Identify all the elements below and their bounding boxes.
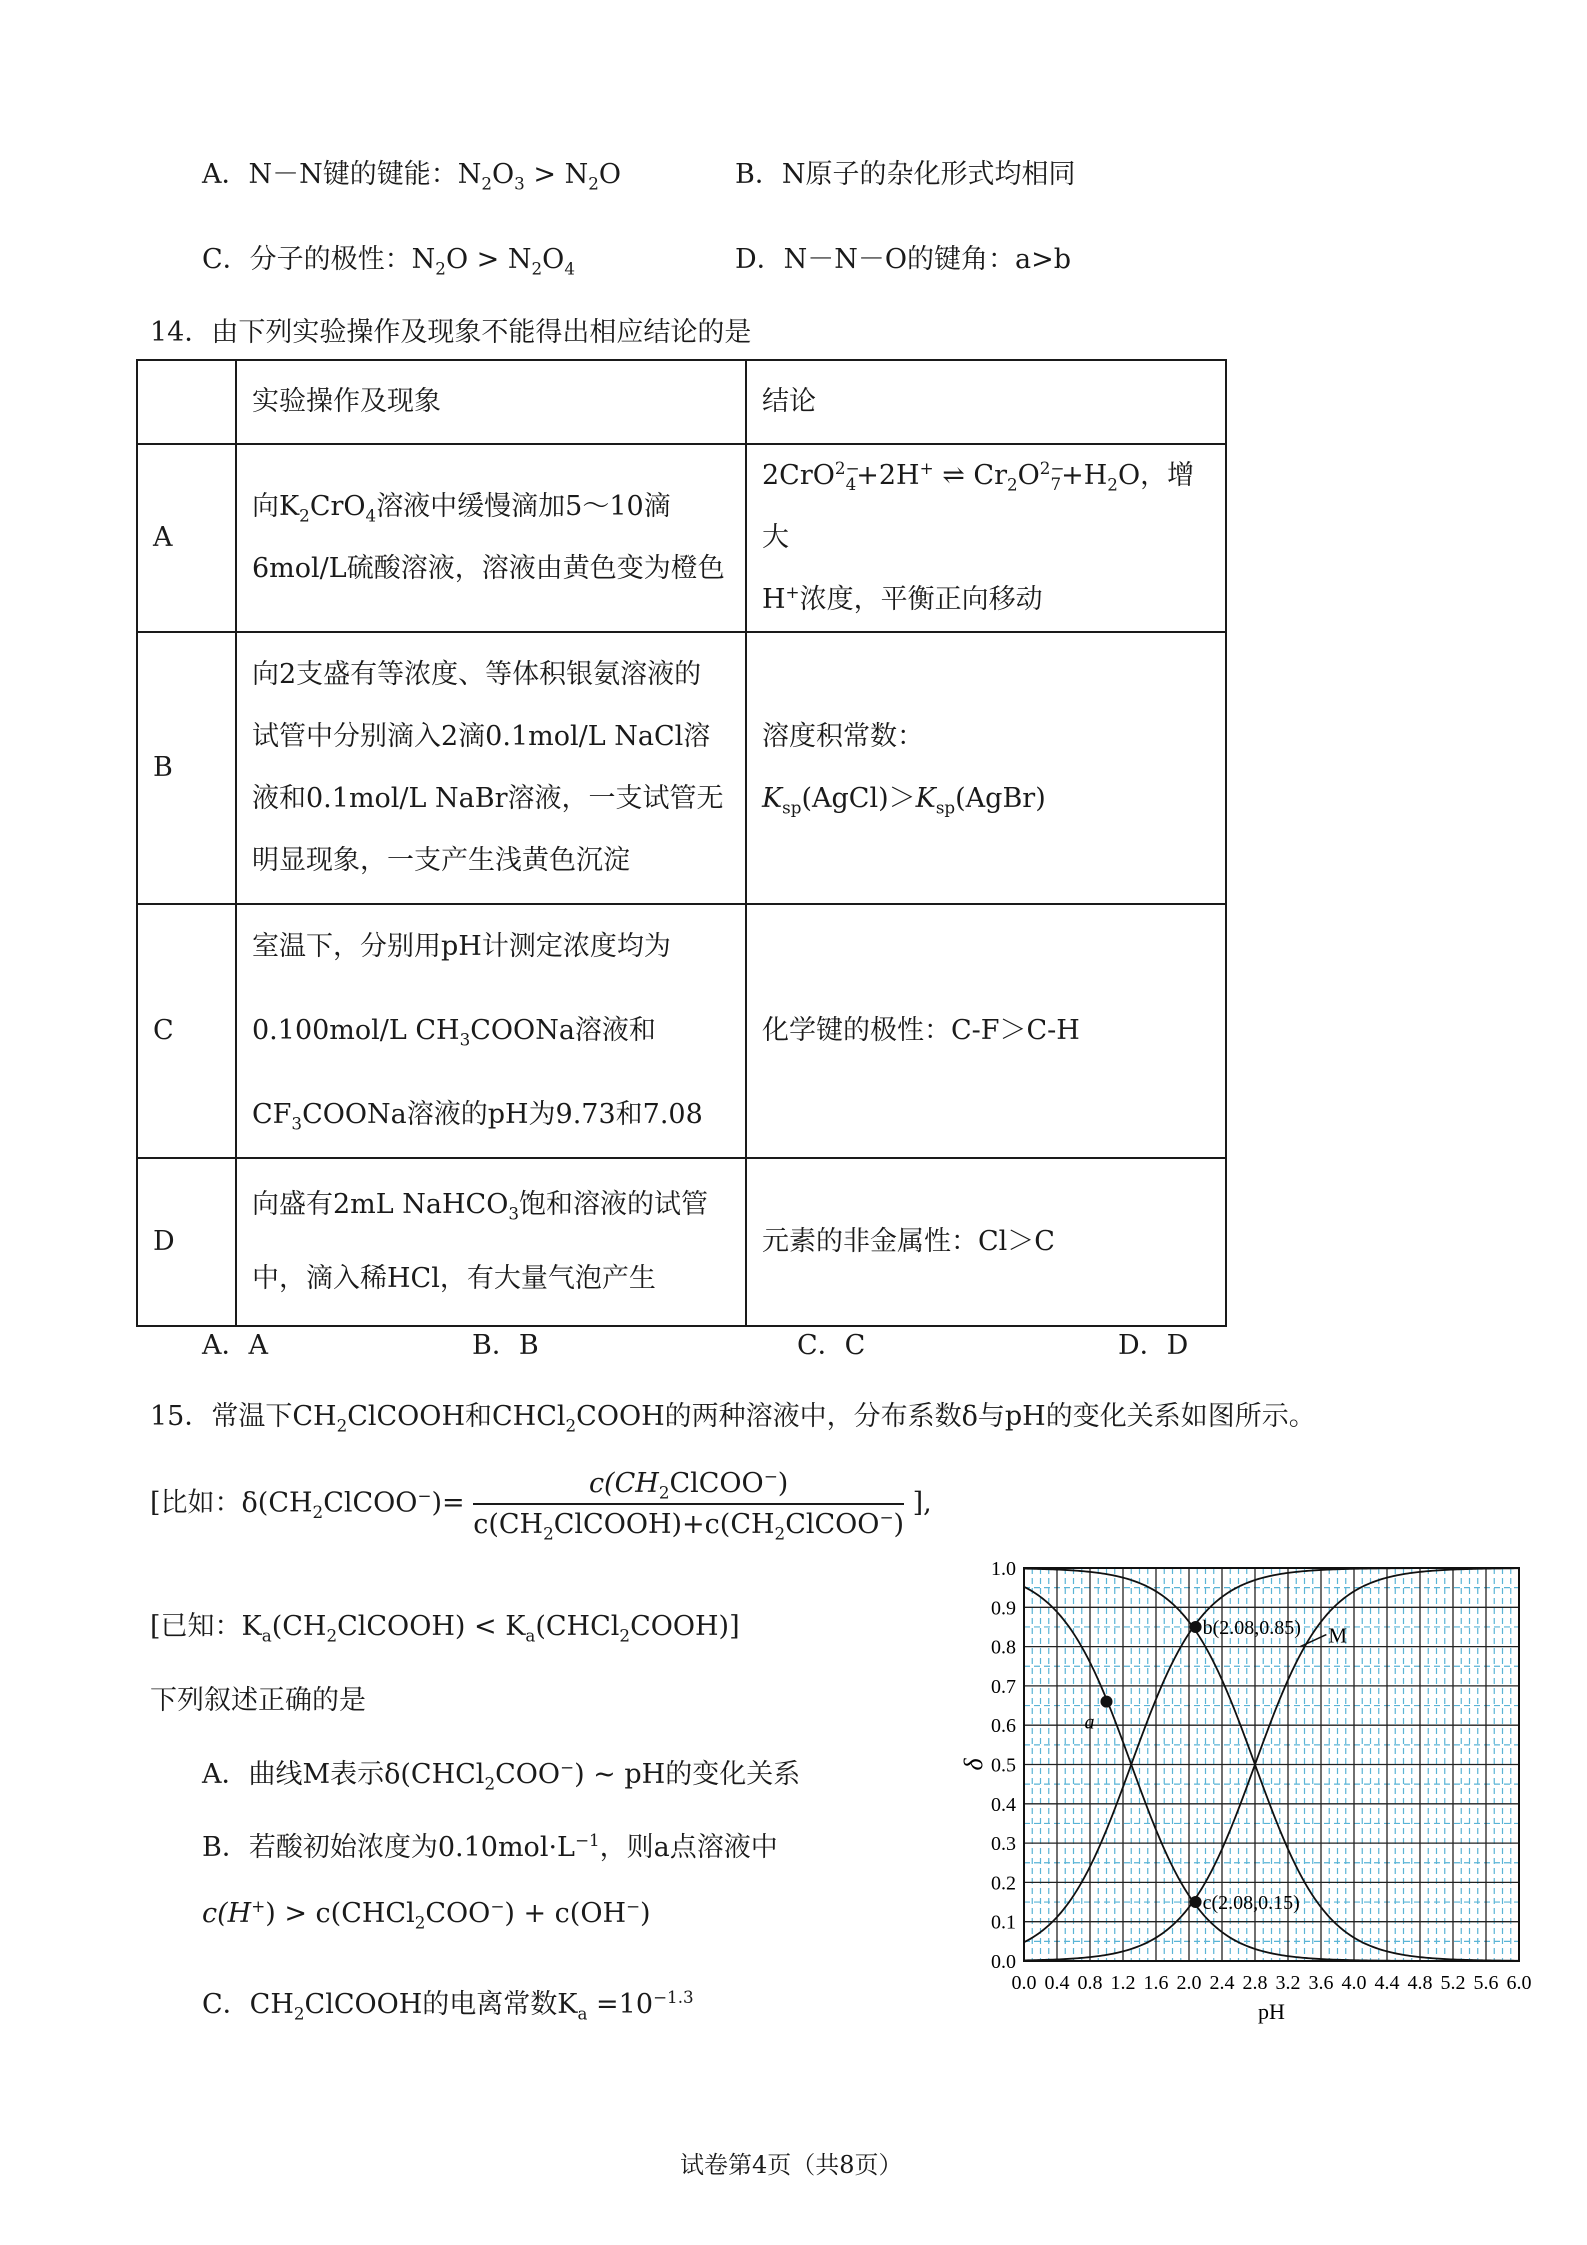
row-label: B [137, 632, 236, 904]
row-op: 向2支盛有等浓度、等体积银氨溶液的 试管中分别滴入2滴0.1mol/L NaCl溶 液和0.1mol/L NaBr溶液，一支试管无 明显现象，一支产生浅黄色沉淀 [236, 632, 746, 904]
q15-known: [已知：$K_a(CH_2ClCOOH)$ < $K_a(CHCl_2COOH)$] [150, 1611, 740, 1646]
y-tick-label: 1.0 [991, 1558, 1016, 1580]
x-tick-label: 4.4 [1374, 1972, 1400, 1994]
page-footer: 试卷第4页（共8页） [680, 2151, 903, 2179]
table-row [137, 904, 1226, 1158]
x-tick-label: 4.0 [1341, 1972, 1367, 1994]
q13-option-a[interactable]: A．N－N键的键能：$N_2O_3 > N_2O$ [202, 159, 622, 194]
y-tick-label: 0.4 [991, 1793, 1016, 1816]
q14-stem: 14．由下列实验操作及现象不能得出相应结论的是 [150, 317, 752, 348]
q15-lead: 下列叙述正确的是 [150, 1685, 366, 1716]
q15-option-b-formula: c(H+) > c(CHCl$_2$COO−) + c(OH−) [202, 1896, 651, 1933]
q15-option-a[interactable]: A．曲线M表示δ(CHCl$_2$COO−) ~ pH的变化关系 [202, 1757, 801, 1794]
row-label: A [137, 444, 236, 632]
q14-option-d[interactable]: D．D [1118, 1330, 1189, 1361]
row-conclusion: 元素的非金属性：Cl＞C [746, 1158, 1226, 1326]
table-header-blank [137, 360, 236, 444]
x-tick-label: 3.2 [1275, 1972, 1301, 1994]
data-point-label: a [1084, 1711, 1095, 1734]
x-tick-label: 1.2 [1110, 1972, 1136, 1994]
q15-option-c[interactable]: C．$CH_2ClCOOH$的电离常数$K_a =10^{-1.3}$ [202, 1987, 694, 2024]
data-point-label: b(2.08,0.85) [1202, 1616, 1301, 1639]
q13-option-d[interactable]: D．N－N－O的键角：a>b [735, 244, 1072, 275]
data-point [1101, 1696, 1113, 1708]
data-point [1190, 1621, 1202, 1633]
q15-example-formula: [比如：$\delta(CH_2ClCOO^-)=$ $\frac{c(CH_2ClCOO^-)}{c(CH_2ClCOOH)+c(CH_2ClCOO^-)}$ ], [150, 1466, 932, 1544]
x-tick-label: 0.0 [1011, 1972, 1037, 1994]
table-row [137, 632, 1226, 904]
x-tick-label: 0.8 [1077, 1972, 1103, 1994]
q14-option-b[interactable]: B．B [472, 1330, 539, 1361]
x-tick-label: 3.6 [1308, 1972, 1334, 1994]
distribution-chart [952, 1540, 1552, 2024]
row-conclusion: 溶度积常数： $K_{sp}(AgCl)>K_{sp}(AgBr)$ [746, 632, 1226, 904]
x-tick-label: 2.4 [1209, 1972, 1235, 1994]
y-tick-label: 0.7 [991, 1675, 1016, 1698]
x-axis-label: pH [1258, 1999, 1285, 2024]
x-tick-label: 2.8 [1242, 1972, 1268, 1994]
row-conclusion: 2CrO$^{2-}_4$+2H+ ⇌ $Cr_2O^{2-}_7+H_2O$，增大 H+浓度，平衡正向移动 [746, 444, 1226, 632]
row-op: 室温下，分别用pH计测定浓度均为 0.100mol/L $CH_3COONa$溶液和 $CF_3COONa$溶液的pH为9.73和7.08 [236, 904, 746, 1158]
x-tick-label: 6.0 [1506, 1972, 1532, 1994]
example-fraction: $\frac{c(CH_2ClCOO^-)}{c(CH_2ClCOOH)+c(CH_2ClCOO^-)}$ [473, 1466, 905, 1544]
data-point-label: c(2.08,0.15) [1202, 1892, 1300, 1915]
y-tick-label: 0.8 [991, 1636, 1016, 1659]
x-tick-label: 5.2 [1440, 1972, 1466, 1994]
chart-points [1085, 1617, 1348, 1914]
q13-option-c[interactable]: C．分子的极性：$N_2O > N_2O_4$ [202, 244, 575, 279]
y-axis-label: δ [959, 1758, 988, 1771]
y-tick-label: 0.9 [991, 1597, 1016, 1620]
y-tick-label: 0.2 [991, 1872, 1016, 1895]
row-op: 向盛有2mL NaHCO$_3$饱和溶液的试管 中，滴入稀HCl，有大量气泡产生 [236, 1158, 746, 1326]
table-row [137, 1158, 1226, 1326]
x-tick-label: 5.6 [1473, 1972, 1499, 1994]
data-point [1190, 1896, 1202, 1908]
row-conclusion: 化学键的极性：C-F＞C-H [746, 904, 1226, 1158]
y-tick-label: 0.6 [991, 1715, 1016, 1738]
q14-option-c[interactable]: C．C [797, 1330, 866, 1361]
q14-table [136, 359, 1227, 1327]
row-label: C [137, 904, 236, 1158]
q15-option-b[interactable]: B．若酸初始浓度为$0.10mol\cdot L^{-1}$，则a点溶液中 [202, 1830, 778, 1863]
table-row [137, 444, 1226, 632]
x-tick-label: 0.4 [1044, 1972, 1070, 1994]
q14-option-a[interactable]: A．A [202, 1330, 268, 1361]
x-tick-label: 1.6 [1143, 1972, 1169, 1994]
q15-stem: 15．常温下$CH_2ClCOOH$和CHCl$_2$COOH的两种溶液中，分布系数δ与pH的变化关系如图所示。 [150, 1401, 1316, 1436]
table-header-op: 实验操作及现象 [236, 360, 746, 444]
row-op: 向$K_2CrO_4$溶液中缓慢滴加5～10滴 6mol/L硫酸溶液，溶液由黄色变为橙色 [236, 444, 746, 632]
y-tick-label: 0.1 [991, 1911, 1016, 1934]
q13-option-b[interactable]: B．N原子的杂化形式均相同 [735, 159, 1076, 190]
y-tick-label: 0.3 [991, 1833, 1016, 1856]
x-tick-label: 4.8 [1407, 1972, 1433, 1994]
y-tick-label: 0.0 [991, 1951, 1016, 1973]
x-tick-label: 2.0 [1176, 1972, 1202, 1994]
row-label: D [137, 1158, 236, 1326]
table-header-conclusion: 结论 [746, 360, 1226, 444]
curve-label-m: M [1328, 1623, 1348, 1648]
y-tick-label: 0.5 [991, 1754, 1016, 1777]
